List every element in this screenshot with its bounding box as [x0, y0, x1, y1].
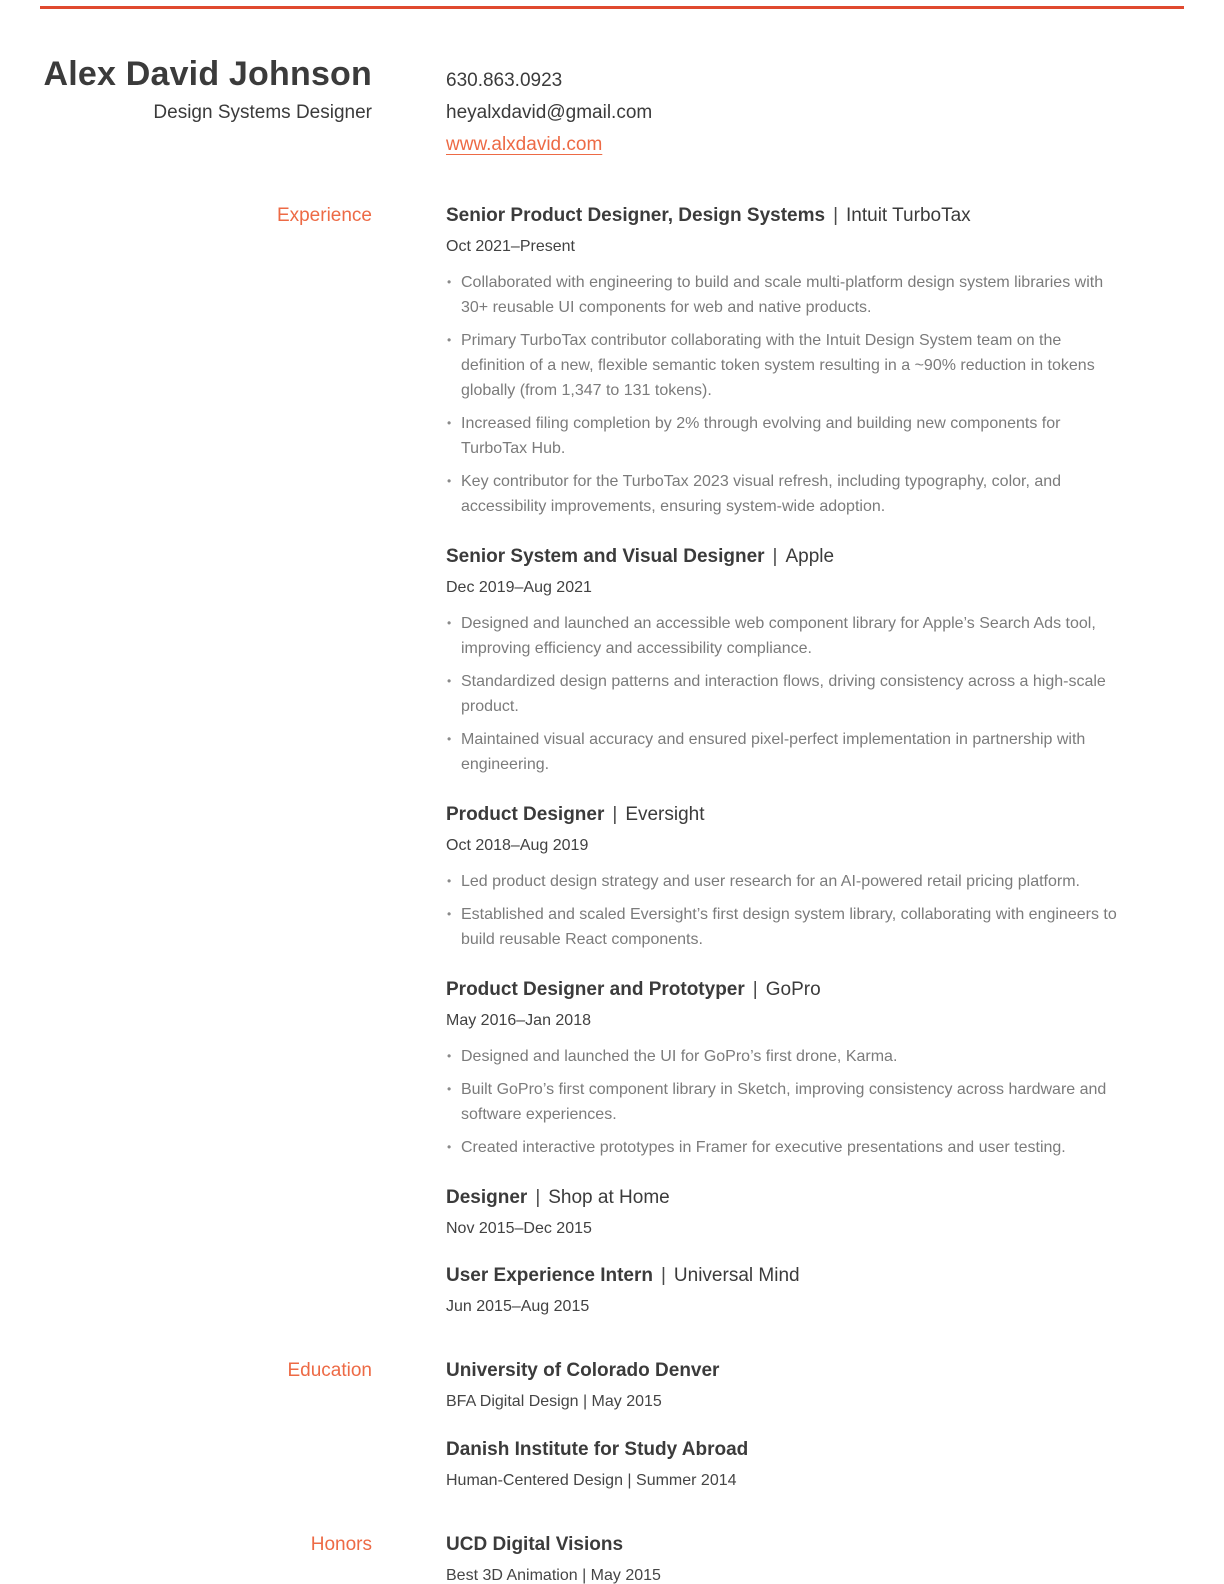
- candidate-title: Design Systems Designer: [153, 102, 372, 123]
- pipe-separator: |: [660, 1265, 666, 1286]
- section-label-honors: Honors: [310, 1534, 372, 1555]
- candidate-name: Alex David Johnson: [43, 55, 372, 93]
- pipe-separator: |: [772, 546, 778, 567]
- job-role: Senior Product Designer, Design Systems: [446, 205, 826, 226]
- honors-section: [40, 1533, 1224, 1584]
- section-label-experience: Experience: [276, 205, 372, 226]
- job-bullet: • Built GoPro’s first component library in Sketch, improving consistency across hardware and software experiences.: [446, 1077, 1122, 1127]
- job-bullet: • Primary TurboTax contributor collaborating with the Intuit Design System team on the definition of a new, flexible semantic token system resulting in a ~90% reduction in tokens globally (from 1,347 to 131 tokens).: [446, 328, 1122, 403]
- job-dates: Jun 2015–Aug 2015: [446, 1298, 590, 1315]
- job-bullet: • Maintained visual accuracy and ensured pixel-perfect implementation in partnership with engineering.: [446, 727, 1122, 777]
- job-bullets: [446, 611, 1122, 777]
- job-company: Universal Mind: [673, 1265, 800, 1286]
- award-name: UCD Digital Visions: [446, 1534, 624, 1555]
- website-line: [446, 129, 1122, 161]
- job-company: Eversight: [625, 804, 705, 825]
- job-bullets: [446, 270, 1122, 519]
- job-bullet: • Designed and launched the UI for GoPro’s first drone, Karma.: [446, 1044, 1122, 1069]
- pipe-separator: |: [752, 979, 758, 1000]
- pipe-separator: |: [833, 205, 839, 226]
- honors-content: [446, 1533, 1122, 1584]
- job-title-line: [446, 545, 1122, 568]
- award-detail: Best 3D Animation | May 2015: [446, 1567, 661, 1584]
- job-entry: [446, 204, 1122, 519]
- job-role: Senior System and Visual Designer: [446, 546, 765, 567]
- job-entry: [446, 803, 1122, 952]
- job-entry: [446, 1264, 1122, 1316]
- job-dates: Oct 2018–Aug 2019: [446, 837, 589, 854]
- job-title-line: [446, 803, 1122, 826]
- pipe-separator: |: [535, 1187, 541, 1208]
- job-entry: [446, 545, 1122, 777]
- job-dates: Oct 2021–Present: [446, 238, 575, 255]
- job-company: GoPro: [765, 979, 821, 1000]
- job-dates: May 2016–Jan 2018: [446, 1012, 591, 1029]
- education-entry: [446, 1359, 1122, 1411]
- job-role: Product Designer: [446, 804, 605, 825]
- experience-section: [40, 204, 1224, 1316]
- job-entry: [446, 978, 1122, 1160]
- job-company: Apple: [785, 546, 835, 567]
- job-bullet: • Increased filing completion by 2% through evolving and building new components for TurboTax Hub.: [446, 411, 1122, 461]
- job-company: Shop at Home: [548, 1187, 670, 1208]
- job-bullets: [446, 1044, 1122, 1160]
- job-bullet: • Key contributor for the TurboTax 2023 visual refresh, including typography, color, and accessibility improvements, ensuring system-wide adoption.: [446, 469, 1122, 519]
- school-name: University of Colorado Denver: [446, 1360, 720, 1381]
- school-name: Danish Institute for Study Abroad: [446, 1439, 749, 1460]
- section-label-education: Education: [287, 1360, 372, 1381]
- job-bullets: [446, 869, 1122, 952]
- job-dates: Nov 2015–Dec 2015: [446, 1220, 592, 1237]
- job-bullet: • Led product design strategy and user research for an AI-powered retail pricing platform.: [446, 869, 1122, 894]
- resume-header: [40, 52, 1224, 161]
- education-detail: BFA Digital Design | May 2015: [446, 1393, 662, 1410]
- experience-content: [446, 204, 1122, 1316]
- education-entry: [446, 1438, 1122, 1490]
- honor-entry: [446, 1533, 1122, 1584]
- phone-number: 630.863.0923: [446, 70, 563, 91]
- contact-block: [446, 65, 1122, 161]
- job-bullet: • Standardized design patterns and interaction flows, driving consistency across a high-scale product.: [446, 669, 1122, 719]
- education-section: [40, 1359, 1224, 1490]
- job-bullet: • Created interactive prototypes in Framer for executive presentations and user testing.: [446, 1135, 1122, 1160]
- pipe-separator: |: [612, 804, 618, 825]
- job-bullet: • Collaborated with engineering to build and scale multi-platform design system libraries with 30+ reusable UI components for web and native products.: [446, 270, 1122, 320]
- job-role: Product Designer and Prototyper: [446, 979, 745, 1000]
- job-entry: [446, 1186, 1122, 1238]
- job-title-line: [446, 1186, 1122, 1209]
- education-detail: Human-Centered Design | Summer 2014: [446, 1472, 737, 1489]
- job-bullet: • Designed and launched an accessible web component library for Apple’s Search Ads tool, improving efficiency and accessibility compliance.: [446, 611, 1122, 661]
- job-role: Designer: [446, 1187, 528, 1208]
- job-title-line: [446, 204, 1122, 227]
- job-dates: Dec 2019–Aug 2021: [446, 579, 592, 596]
- top-accent-rule: [40, 6, 1184, 9]
- job-company: Intuit TurboTax: [846, 205, 971, 226]
- job-role: User Experience Intern: [446, 1265, 653, 1286]
- education-content: [446, 1359, 1122, 1490]
- website-link[interactable]: www.alxdavid.com: [446, 134, 603, 155]
- email-address: heyalxdavid@gmail.com: [446, 102, 653, 123]
- job-title-line: [446, 1264, 1122, 1287]
- job-title-line: [446, 978, 1122, 1001]
- job-bullet: • Established and scaled Eversight’s first design system library, collaborating with engineers to build reusable React components.: [446, 902, 1122, 952]
- identity-block: [40, 52, 372, 128]
